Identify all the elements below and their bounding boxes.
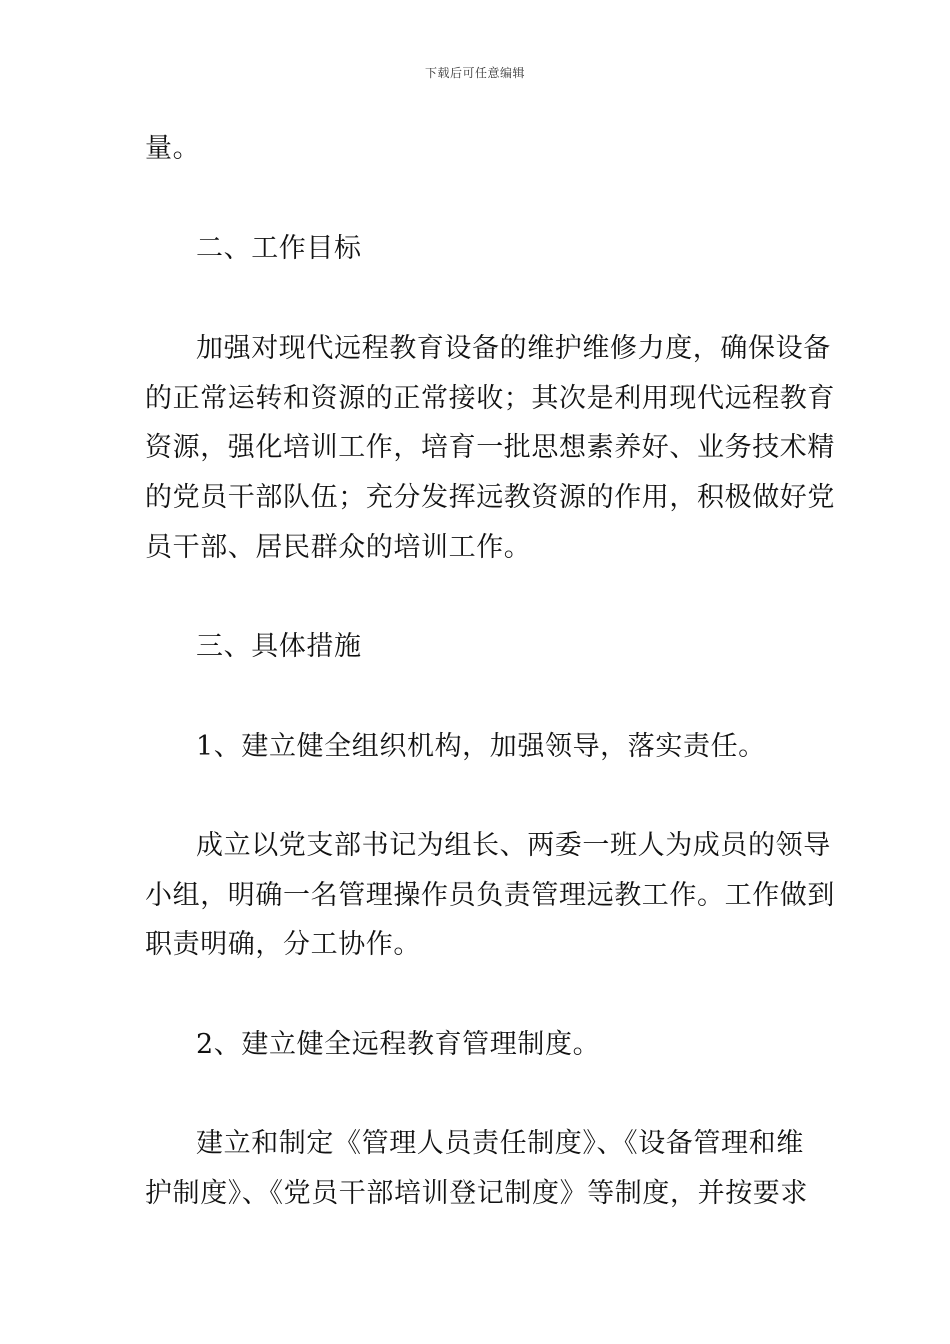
page-header-note: 下载后可任意编辑 bbox=[424, 66, 525, 80]
subsection-heading: 1、建立健全组织机构，加强领导，落实责任。 bbox=[196, 731, 766, 762]
section-heading: 二、工作目标 bbox=[196, 233, 362, 264]
paragraph-line: 建立和制定《管理人员责任制度》、《设备管理和维 bbox=[196, 1128, 804, 1159]
section-heading: 三、具体措施 bbox=[196, 631, 362, 662]
subsection-heading: 2、建立健全远程教育管理制度。 bbox=[196, 1029, 601, 1060]
paragraph-line: 小组，明确一名管理操作员负责管理远教工作。工作做到 bbox=[145, 880, 835, 911]
paragraph-line: 量。 bbox=[145, 133, 201, 164]
paragraph-line: 成立以党支部书记为组长、两委一班人为成员的领导 bbox=[196, 830, 831, 861]
paragraph-line: 的党员干部队伍；充分发挥远教资源的作用，积极做好党 bbox=[145, 482, 835, 513]
paragraph-line: 加强对现代远程教育设备的维护维修力度，确保设备 bbox=[196, 333, 831, 364]
paragraph-line: 资源，强化培训工作，培育一批思想素养好、业务技术精 bbox=[145, 432, 835, 463]
paragraph-line: 员干部、居民群众的培训工作。 bbox=[145, 532, 532, 563]
paragraph-line: 职责明确，分工协作。 bbox=[145, 929, 421, 960]
paragraph-line: 护制度》、《党员干部培训登记制度》等制度，并按要求 bbox=[145, 1178, 808, 1209]
paragraph-line: 的正常运转和资源的正常接收；其次是利用现代远程教育 bbox=[145, 383, 835, 414]
